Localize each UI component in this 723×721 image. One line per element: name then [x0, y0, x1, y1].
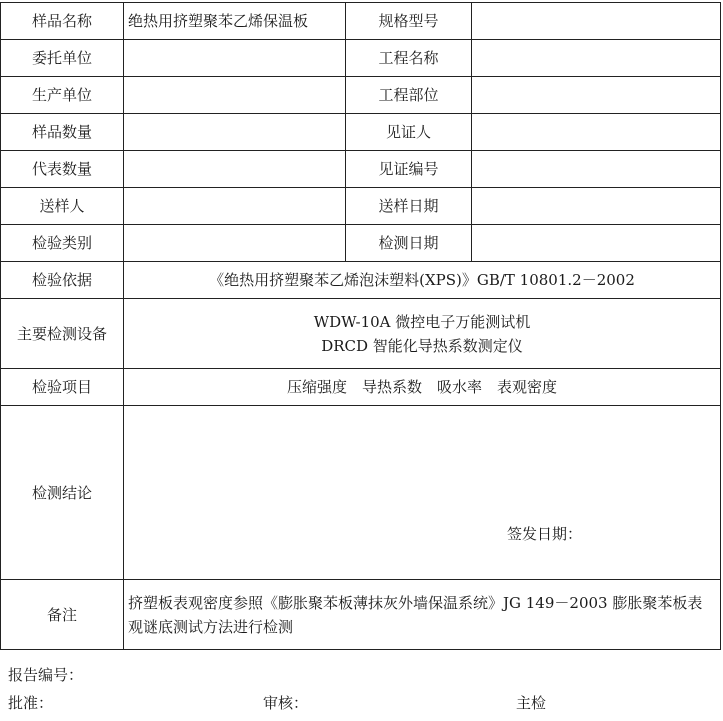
row-client	[1, 40, 721, 77]
project-part-label: 工程部位	[346, 77, 472, 114]
equipment-item-1: WDW-10A 微控电子万能测试机	[313, 312, 531, 331]
test-type-value	[124, 225, 346, 262]
test-date-value	[472, 225, 721, 262]
send-date-value	[472, 188, 721, 225]
manufacturer-value	[124, 77, 346, 114]
items-value: 压缩强度 导热系数 吸水率 表观密度	[124, 369, 721, 406]
witness-no-label: 见证编号	[346, 151, 472, 188]
send-date-label: 送样日期	[346, 188, 472, 225]
row-items	[1, 369, 721, 406]
remark-label: 备注	[1, 580, 124, 650]
sign-date-label: 签发日期：	[506, 525, 582, 543]
row-sample-qty	[1, 114, 721, 151]
row-rep-qty	[1, 151, 721, 188]
spec-model-label: 规格型号	[346, 3, 472, 40]
rep-qty-value	[124, 151, 346, 188]
witness-value	[472, 114, 721, 151]
sample-name-label: 样品名称	[1, 3, 124, 40]
test-date-label: 检测日期	[346, 225, 472, 262]
equipment-label: 主要检测设备	[1, 299, 124, 369]
sample-name-value: 绝热用挤塑聚苯乙烯保温板	[124, 3, 346, 40]
row-manufacturer	[1, 77, 721, 114]
sample-qty-value	[124, 114, 346, 151]
sender-label: 送样人	[1, 188, 124, 225]
sender-value	[124, 188, 346, 225]
report-number: 报告编号：	[8, 666, 84, 684]
report-table	[0, 2, 721, 650]
sample-qty-label: 样品数量	[1, 114, 124, 151]
rep-qty-label: 代表数量	[1, 151, 124, 188]
row-conclusion	[1, 406, 721, 580]
spec-model-value	[472, 3, 721, 40]
project-name-value	[472, 40, 721, 77]
remark-value: 挤塑板表观密度参照《膨胀聚苯板薄抹灰外墙保温系统》JG 149－2003 膨胀聚苯板表观谜底测试方法进行检测	[124, 580, 721, 650]
row-sample-name	[1, 3, 721, 40]
row-equipment	[1, 299, 721, 369]
client-label: 委托单位	[1, 40, 124, 77]
chief-inspector-label: 主检	[516, 694, 547, 712]
equipment-item-2: DRCD 智能化导热系数测定仪	[321, 336, 523, 355]
witness-no-value	[472, 151, 721, 188]
project-part-value	[472, 77, 721, 114]
row-test-type	[1, 225, 721, 262]
basis-label: 检验依据	[1, 262, 124, 299]
project-name-label: 工程名称	[346, 40, 472, 77]
review-label: 审核：	[263, 694, 309, 712]
approve-label: 批准：	[8, 694, 54, 712]
row-remark	[1, 580, 721, 650]
row-sender	[1, 188, 721, 225]
conclusion-label: 检测结论	[1, 406, 124, 580]
test-type-label: 检验类别	[1, 225, 124, 262]
items-label: 检验项目	[1, 369, 124, 406]
conclusion-cell	[124, 406, 721, 580]
witness-label: 见证人	[346, 114, 472, 151]
equipment-list	[124, 299, 721, 369]
row-basis	[1, 262, 721, 299]
basis-value: 《绝热用挤塑聚苯乙烯泡沫塑料(XPS)》GB/T 10801.2－2002	[124, 262, 721, 299]
client-value	[124, 40, 346, 77]
manufacturer-label: 生产单位	[1, 77, 124, 114]
